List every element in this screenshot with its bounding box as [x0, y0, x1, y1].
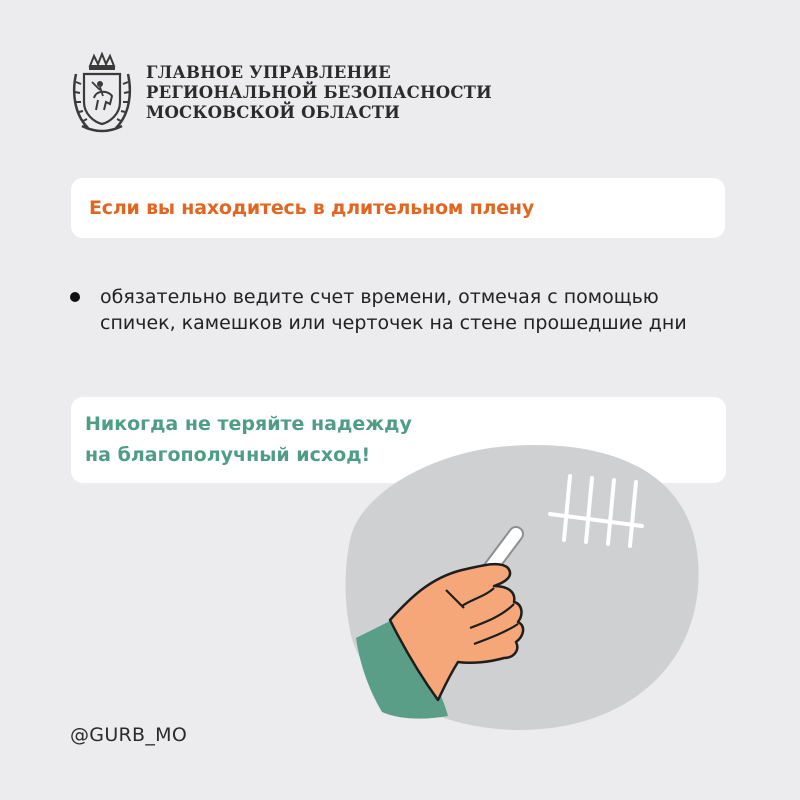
bullet-text: обязательно ведите счет времени, отмечая с помощью спичек, камешков или черточек на стене прошедшие дни: [100, 286, 687, 334]
title-card-text: Если вы находитесь в длительном плену: [89, 197, 535, 219]
org-name-line-2: РЕГИОНАЛЬНОЙ БЕЗОПАСНОСТИ: [146, 83, 492, 102]
coat-of-arms-icon: [70, 52, 134, 134]
org-name-line-1: ГЛАВНОЕ УПРАВЛЕНИЕ: [146, 63, 391, 82]
hope-card-line-2: на благополучный исход!: [85, 444, 371, 466]
hand-chalk-illustration-icon: [330, 430, 710, 730]
title-card: [71, 178, 725, 238]
bullet-dot-icon: [70, 292, 80, 302]
org-name-line-3: МОСКОВСКОЙ ОБЛАСТИ: [146, 103, 401, 122]
header: [70, 52, 492, 134]
social-handle: @GURB_MO: [70, 724, 188, 746]
bullet-list-item: [70, 284, 730, 336]
hope-card-line-1: Никогда не теряйте надежду: [85, 413, 412, 435]
organization-name: [146, 63, 492, 123]
